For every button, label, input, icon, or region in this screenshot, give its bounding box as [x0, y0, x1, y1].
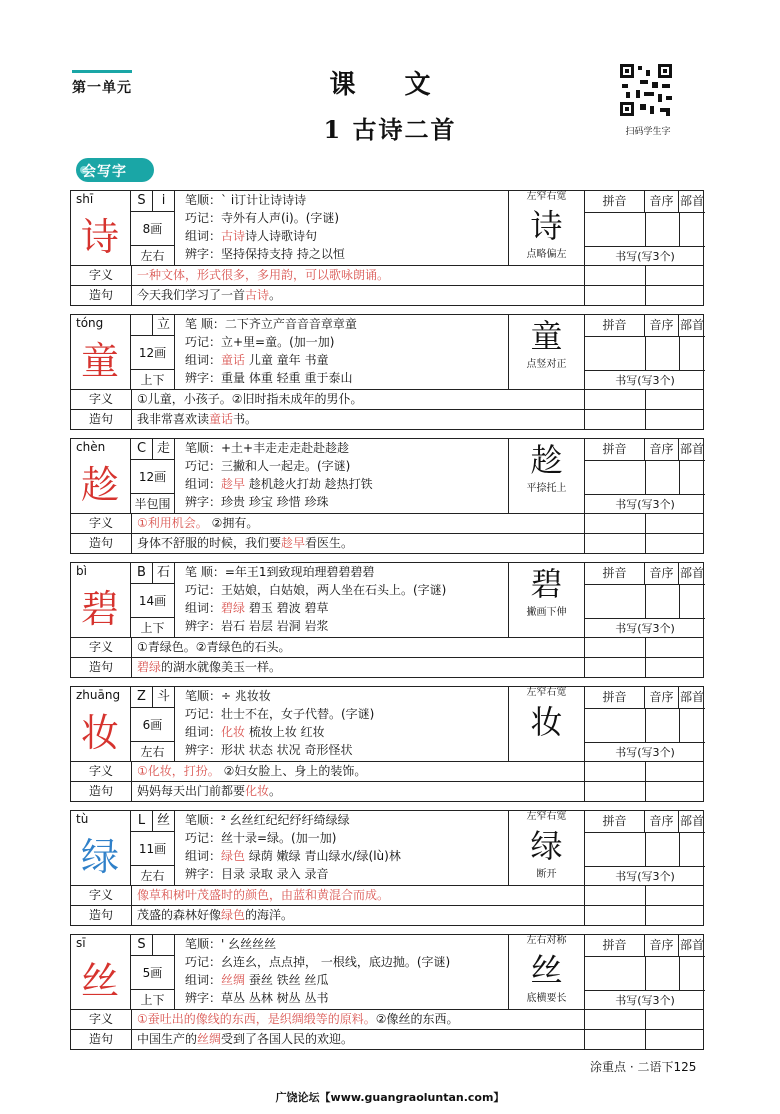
info-panel: [174, 314, 508, 390]
big-character: 童: [80, 339, 119, 383]
sentence-row: 造句 我非常喜欢读童话书。: [70, 410, 704, 430]
stroke-order: 笔顺：² 幺丝红纪纪纾纡绮绿绿: [185, 813, 350, 827]
distinguish: 辨字：形状 状态 状况 奇形怪状: [185, 743, 353, 757]
page-title: 课 文: [329, 70, 451, 100]
practice-grid: 拼音 音序 部首 书写(写3个): [584, 190, 704, 266]
copy-example: 碧 撇画下伸: [508, 562, 584, 638]
big-character: 妆: [80, 711, 119, 755]
memory-tip: 巧记：壮士不在，女子代替。(字谜): [185, 707, 375, 721]
distinguish: 辨字：珍贵 珍宝 珍惜 珍珠: [185, 495, 329, 509]
big-character: 趁: [80, 463, 119, 507]
meaning-row: 字义 像草和树叶茂盛时的颜色，由蓝和黄混合而成。: [70, 886, 704, 906]
copy-example: 左右对称 丝 底横要长: [508, 934, 584, 1010]
info-panel: [174, 810, 508, 886]
structure: 上下: [130, 370, 174, 390]
section-badge: 会写字: [82, 164, 127, 180]
pinyin: tù: [76, 812, 89, 826]
answer-boxes[interactable]: [585, 956, 705, 991]
memory-tip: 巧记：王姑娘，白姑娘，两人坐在石头上。(字谜): [185, 583, 447, 597]
stroke-count: 8画: [130, 212, 174, 246]
big-character: 丝: [80, 959, 119, 1003]
pinyin: shī: [76, 192, 94, 206]
copy-example: 左窄右宽 绿 断开: [508, 810, 584, 886]
site-footer[interactable]: 广饶论坛【www.guangraoluntan.com】: [275, 1091, 505, 1104]
stroke-order: 笔顺：' 幺丝丝丝: [185, 937, 277, 951]
memory-tip: 巧记：立+里=童。(加一加): [185, 335, 335, 349]
radical: 斗: [152, 686, 174, 708]
stroke-order: 笔 顺：二下齐立产音音音章章童: [185, 317, 357, 331]
info-panel: [174, 934, 508, 1010]
pinyin: zhuāng: [76, 688, 121, 702]
sentence-row: 造句 中国生产的丝绸受到了各国人民的欢迎。: [70, 1030, 704, 1050]
distinguish: 辨字：岩石 岩层 岩洞 岩浆: [185, 619, 329, 633]
answer-boxes[interactable]: [585, 584, 705, 619]
answer-boxes[interactable]: [585, 460, 705, 495]
word-group: 组词：化妆 梳妆上妆 红妆: [185, 725, 325, 739]
sentence-row: 造句 茂盛的森林好像绿色的海洋。: [70, 906, 704, 926]
index-letter: C: [130, 438, 152, 460]
big-character: 诗: [80, 215, 119, 259]
stroke-count: 12画: [130, 460, 174, 494]
structure: 半包围: [130, 494, 174, 514]
info-panel: [174, 438, 508, 514]
answer-boxes[interactable]: [585, 336, 705, 371]
meaning-row: 字义 ①儿童，小孩子。②旧时指未成年的男仆。: [70, 390, 704, 410]
stroke-count: 14画: [130, 584, 174, 618]
stroke-order: 笔 顺：=年王1到致现珀理碧碧碧碧: [185, 565, 375, 579]
practice-grid: 拼音 音序 部首 书写(写3个): [584, 314, 704, 390]
radical: 丝: [152, 810, 174, 832]
memory-tip: 巧记：幺连幺，点点掉， 一根线，底边抛。(字谜): [185, 955, 451, 969]
index-letter: S: [130, 190, 152, 212]
pinyin: sī: [76, 936, 86, 950]
page-number: 涂重点 · 二语下125: [590, 1060, 697, 1074]
distinguish: 辨字：坚持保持支持 持之以恒: [185, 247, 345, 261]
practice-grid: 拼音 音序 部首 书写(写3个): [584, 438, 704, 514]
big-character: 绿: [80, 835, 119, 879]
lesson-title: 1 古诗二首: [323, 115, 457, 144]
sentence-row: 造句 碧绿的湖水就像美玉一样。: [70, 658, 704, 678]
memory-tip: 巧记：丝十录=绿。(加一加): [185, 831, 337, 845]
meaning-row: 字义 ①青绿色。②青绿色的石头。: [70, 638, 704, 658]
answer-boxes[interactable]: [585, 708, 705, 743]
info-panel: [174, 686, 508, 762]
word-group: 组词：趁早 趁机趁火打劫 趁热打铁: [185, 477, 373, 491]
big-character: 碧: [80, 587, 119, 631]
meaning-row: 字义 ①蚕吐出的像线的东西，是织绸缎等的原料。②像丝的东西。: [70, 1010, 704, 1030]
structure: 左右: [130, 866, 174, 886]
structure: 上下: [130, 990, 174, 1010]
distinguish: 辨字：草丛 丛林 树丛 丛书: [185, 991, 329, 1005]
memory-tip: 巧记：三撇和人一起走。(字谜): [185, 459, 351, 473]
practice-grid: 拼音 音序 部首 书写(写3个): [584, 686, 704, 762]
sentence-row: 造句 今天我们学习了一首古诗。: [70, 286, 704, 306]
stroke-count: 11画: [130, 832, 174, 866]
stroke-count: 12画: [130, 336, 174, 370]
index-letter: L: [130, 810, 152, 832]
word-group: 组词：绿色 绿荫 嫩绿 青山绿水/绿(lù)林: [185, 849, 401, 863]
info-panel: [174, 562, 508, 638]
radical: i: [152, 190, 174, 212]
answer-boxes[interactable]: [585, 212, 705, 247]
distinguish: 辨字：目录 录取 录入 录音: [185, 867, 329, 881]
sentence-row: 造句 妈妈每天出门前都要化妆。: [70, 782, 704, 802]
info-panel: [174, 190, 508, 266]
stroke-count: 6画: [130, 708, 174, 742]
structure: 左右: [130, 742, 174, 762]
copy-example: 童 点竖对正: [508, 314, 584, 390]
practice-grid: 拼音 音序 部首 书写(写3个): [584, 810, 704, 886]
answer-boxes[interactable]: [585, 832, 705, 867]
unit-label: 第一单元: [72, 70, 132, 97]
practice-grid: 拼音 音序 部首 书写(写3个): [584, 934, 704, 1010]
copy-example: 左窄右宽 妆: [508, 686, 584, 762]
stroke-order: 笔顺：` i订计让诗诗诗: [185, 193, 307, 207]
copy-example: 趁 平捺托上: [508, 438, 584, 514]
word-group: 组词：童话 儿童 童年 书童: [185, 353, 329, 367]
word-group: 组词：丝绸 蚕丝 铁丝 丝瓜: [185, 973, 329, 987]
index-letter: B: [130, 562, 152, 584]
stroke-count: 5画: [130, 956, 174, 990]
qr-code-icon[interactable]: [618, 62, 674, 118]
radical: [152, 934, 174, 956]
index-letter: S: [130, 934, 152, 956]
stroke-order: 笔顺：+土+丰走走走赴赴趁趁: [185, 441, 350, 455]
radical: 立: [152, 314, 174, 336]
radical: 走: [152, 438, 174, 460]
meaning-row: 字义 ①化妆，打扮。 ②妇女脸上、身上的装饰。: [70, 762, 704, 782]
copy-example: 左窄右宽 诗 点略偏左: [508, 190, 584, 266]
structure: 上下: [130, 618, 174, 638]
meaning-row: 字义 ①利用机会。 ②拥有。: [70, 514, 704, 534]
word-group: 组词：碧绿 碧玉 碧波 碧草: [185, 601, 329, 615]
memory-tip: 巧记：寺外有人声(i)。(字谜): [185, 211, 340, 225]
index-letter: [130, 314, 152, 336]
meaning-row: 字义 一种文体，形式很多，多用韵，可以歌咏朗诵。: [70, 266, 704, 286]
pinyin: tóng: [76, 316, 104, 330]
pinyin: chèn: [76, 440, 106, 454]
stroke-order: 笔顺：÷ 兆妆妆: [185, 689, 271, 703]
structure: 左右: [130, 246, 174, 266]
qr-caption: 扫码学生字: [625, 127, 671, 137]
distinguish: 辨字：重量 体重 轻重 重于泰山: [185, 371, 353, 385]
radical: 石: [152, 562, 174, 584]
index-letter: Z: [130, 686, 152, 708]
practice-grid: 拼音 音序 部首 书写(写3个): [584, 562, 704, 638]
sentence-row: 造句 身体不舒服的时候，我们要趁早看医生。: [70, 534, 704, 554]
word-group: 组词：古诗诗人诗歌诗句: [185, 229, 318, 243]
pinyin: bì: [76, 564, 87, 578]
